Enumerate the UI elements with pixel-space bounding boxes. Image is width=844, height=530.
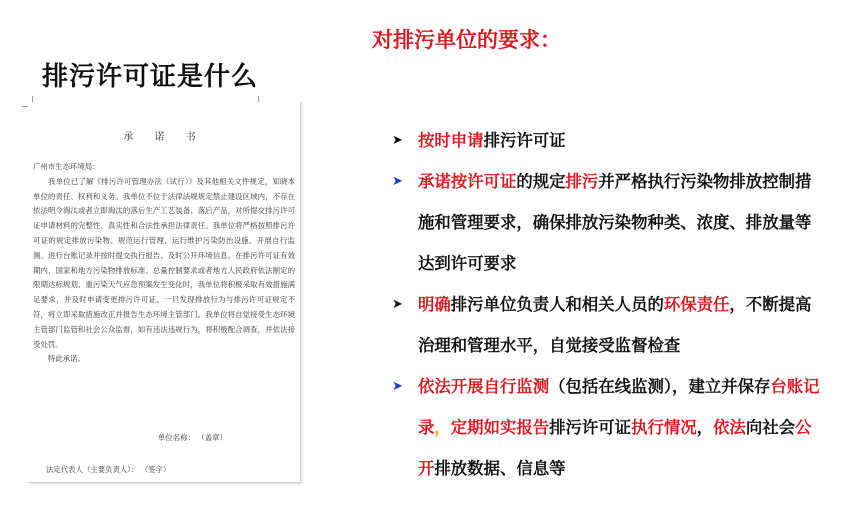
commitment-letter-image [28, 102, 301, 483]
page-title: 排污许可证是什么 [42, 62, 259, 92]
requirement-item [392, 366, 822, 489]
requirement-item [392, 284, 822, 366]
item-text: ， [696, 418, 714, 437]
arrow-bullet-icon: ➤ [392, 379, 403, 394]
highlight-text: ， [434, 418, 451, 437]
item-text: 排污许可证 [549, 418, 632, 437]
requirements-heading: 对排污单位的要求： [372, 27, 561, 52]
arrow-bullet-icon: ➤ [392, 133, 403, 148]
highlight-text: 依法 [713, 418, 746, 437]
highlight-text: 台账记录 [418, 377, 820, 437]
highlight-text: 承诺按许可证 [418, 172, 517, 191]
requirement-item [392, 120, 822, 161]
highlight-text: 按时申请 [418, 131, 484, 150]
item-text: 的规定 [516, 172, 566, 191]
letter-legal-rep: 法定代表人（主要负责人）： （签字） [46, 465, 171, 474]
item-text: （包括在线监测），建立并保存 [549, 377, 771, 396]
item-text: 排污单位负责人和相关人员的 [450, 295, 664, 314]
arrow-bullet-icon: ➤ [392, 297, 403, 312]
highlight-text: 公开 [418, 418, 812, 478]
letter-paragraph: 我单位已了解《排污许可管理办法（试行）》及其他相关文件规定，知晓本单位的责任、权利和义务。我单位不位于法律法规规定禁止建设区域内，不存在依法明令淘汰或者立即淘汰的落后生产工艺装备、落后产品，对所提交排污许可证申请材料的完整性、真实性和合法性承担法律责任。我单位将严格按照排污许可证的规定排放污染物、规范运行管理、运行维护污染防治设施、开展自行监测、进行台账记录并按时提交执行报告、及时公开环境信息。在排污许可证有效期内，国家和地方污染物排放标准、总量控制要求或者地方人民政府依法制定的限期达标规划、重污染天气应急预案发生变化时，我单位将积极采取有效措施满足要求，并及时申请变更排污许可证。一旦发现排放行为与排污许可证规定不符，将立即采取措施改正并报告生态环境主管部门。我单位将自觉接受生态环境主管部门监管和社会公众监督，如有违法违规行为，将积极配合调查，并依法接受处罚。 [33, 176, 295, 349]
highlight-text: 排污 [565, 172, 599, 191]
letter-unit-name: 单位名称： （盖章） [158, 433, 227, 442]
item-text: 排污许可证 [483, 131, 566, 150]
highlight-text: 明确 [418, 295, 451, 314]
letter-title: 承 诺 书 [123, 132, 205, 143]
letter-closing: 特此承诺。 [48, 354, 85, 364]
requirements-list [392, 120, 822, 489]
highlight-text: 执行情况 [631, 418, 697, 437]
requirement-item [392, 161, 822, 284]
item-text: 向社会 [745, 418, 795, 437]
highlight-text: 环保责任 [663, 295, 730, 314]
item-text: ，不断提高治理和管理水平，自觉接受监督检查 [418, 295, 812, 355]
highlight-text: 依法开展自行监测 [418, 377, 550, 396]
item-text: 并严格执行污染物排放控制措施和管理要求，确保排放污染物种类、浓度、排放量等达到许可要求 [418, 172, 812, 273]
letter-addressee: 广州市生态环境局： [33, 162, 100, 171]
letter-body [33, 160, 295, 367]
highlight-text: 定期如实报告 [450, 418, 550, 437]
arrow-bullet-icon: ➤ [392, 174, 403, 189]
item-text: 排放数据、信息等 [434, 459, 566, 478]
